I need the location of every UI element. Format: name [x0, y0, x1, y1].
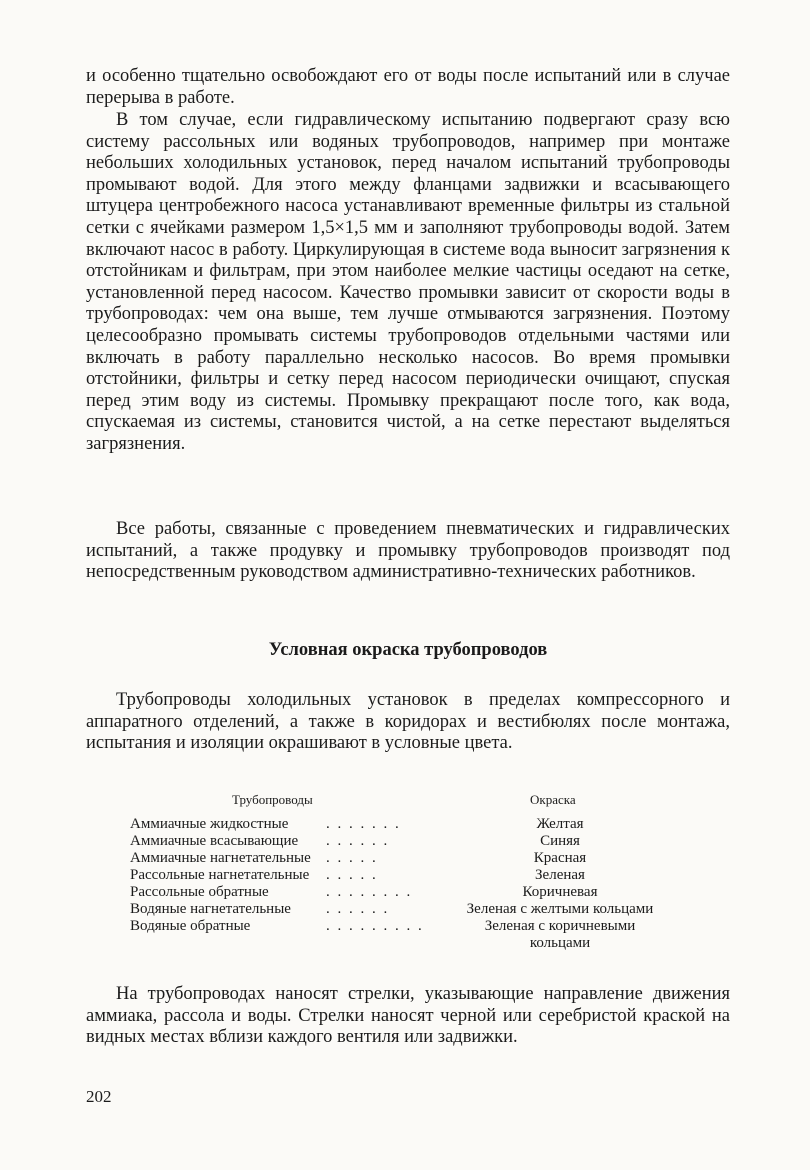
page-number: 202 — [86, 1087, 112, 1106]
leader-dots: . . . . . — [326, 850, 378, 866]
leader-dots: . . . . . . . . — [326, 884, 413, 900]
pipe-color: кольцами — [529, 935, 591, 951]
pipe-name: Водяные обратные — [130, 918, 251, 934]
pipe-color: Красная — [533, 850, 587, 866]
pipe-color: Зеленая с желтыми кольцами — [466, 901, 654, 917]
paragraph-hydraulic-flushing: В том случае, если гидравлическому испытанию подвергают сразу всю систему рассольных или водяных трубопроводов, например при монтаже небольших холодильных установок, перед началом испытаний трубопроводы промывают водой. Для этого между фланцами задвижки и всасывающего штуцера центробежного насоса устанавливают временные фильтры из стальной сетки с ячейками размером 1,5×1,5 мм и заполняют трубопроводы водой. Затем включают насос в работу. Циркулирующая в системе вода выносит загрязнения к отстойникам и фильтрам, при этом наиболее мелкие частицы оседают на сетке, установленной перед насосом. Качество промывки зависит от скорости воды в трубопроводах: чем она выше, тем лучше отмываются загрязнения. Поэтому целесообразно промывать системы трубопроводов отдельными частями или включать в работу параллельно несколько насосов. Во время промывки отстойники, фильтры и сетку перед насосом периодически очищают, спуская перед этим воду из системы. Промывку прекращают после того, как вода, спускаемая из системы, становится чистой, а на сетке перестают выделяться загрязнения. — [86, 110, 730, 454]
pipe-color: Желтая — [536, 816, 584, 832]
pipe-name: Водяные нагнетательные — [130, 901, 291, 917]
pipe-name: Рассольные нагнетательные — [130, 867, 310, 883]
paragraph-supervision: Все работы, связанные с проведением пневматических и гидравлических испытаний, а также продувку и промывку трубопроводов производят под непосредственным руководством административно-технических работников. — [86, 519, 730, 583]
leader-dots: . . . . . . . . . — [326, 918, 424, 934]
leader-dots: . . . . . . — [326, 833, 390, 849]
leader-dots: . . . . . . . — [326, 816, 401, 832]
paragraph-arrows: На трубопроводах наносят стрелки, указывающие направление движения аммиака, рассола и воды. Стрелки наносят черной или серебристой краской на видных местах вблизи каждого вентиля или задвижки. — [86, 984, 730, 1048]
leader-dots: . . . . . — [326, 867, 378, 883]
column-header-color: Окраска — [530, 792, 576, 807]
column-header-pipes: Трубопроводы — [232, 792, 313, 807]
pipe-color: Коричневая — [522, 884, 598, 900]
pipe-color: Зеленая — [535, 867, 585, 883]
pipe-color: Зеленая с коричневыми — [484, 918, 636, 934]
pipe-name: Аммиачные нагнетательные — [130, 850, 311, 866]
section-heading: Условная окраска трубопроводов — [268, 640, 548, 660]
pipe-name: Рассольные обратные — [130, 884, 269, 900]
pipe-name: Аммиачные всасывающие — [130, 833, 299, 849]
pipe-name: Аммиачные жидкостные — [130, 816, 289, 832]
paragraph-coloring-intro: Трубопроводы холодильных установок в пределах компрессорного и аппаратного отделений, а также в коридорах и вестибюлях после монтажа, испытания и изоляции окрашивают в условные цвета. — [86, 690, 730, 754]
leader-dots: . . . . . . — [326, 901, 390, 917]
pipe-color: Синяя — [540, 833, 580, 849]
paragraph-continuation: и особенно тщательно освобождают его от воды после испытаний или в случае перерыва в работе. — [86, 66, 730, 108]
